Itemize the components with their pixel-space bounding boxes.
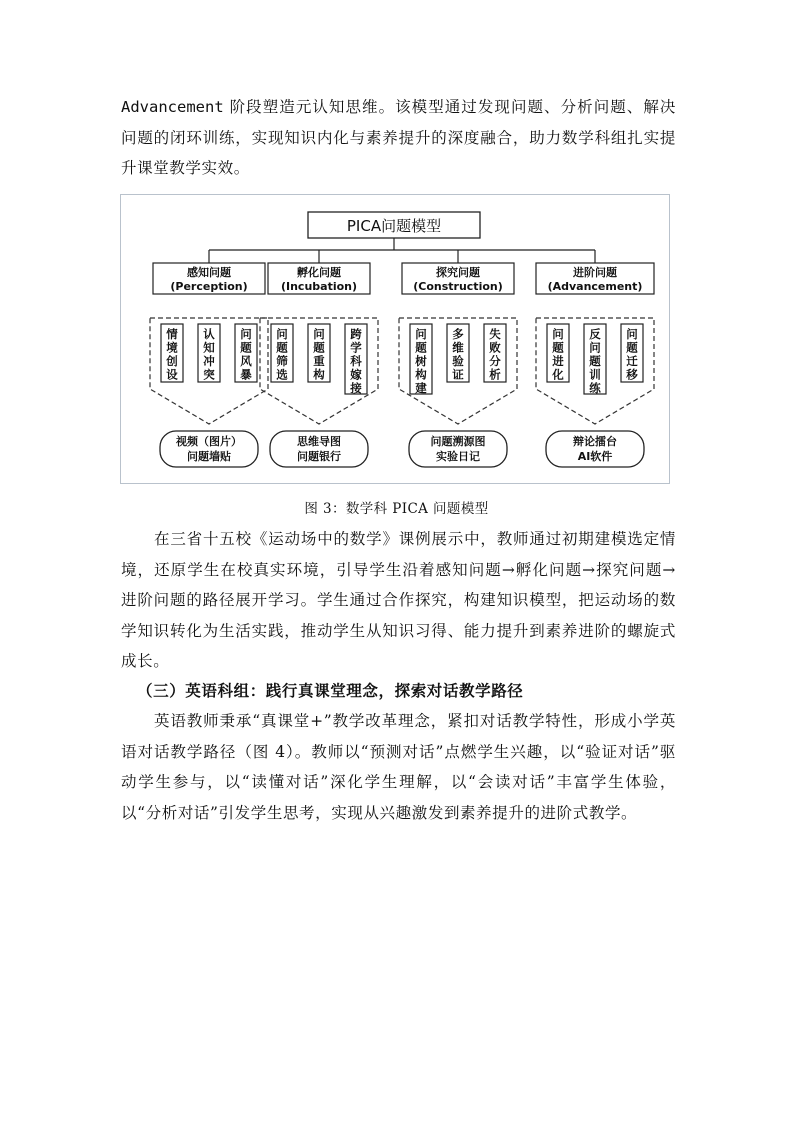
stage-item-char: 学 bbox=[350, 340, 362, 355]
stage-item-char: 知 bbox=[203, 340, 215, 355]
stage-item-char: 重 bbox=[313, 354, 325, 368]
stage-subtitle: (Advancement) bbox=[547, 280, 643, 293]
root-label: PICA问题模型 bbox=[346, 217, 442, 235]
stage-item-char: 迁 bbox=[626, 354, 638, 368]
stage-item-char: 问 bbox=[552, 327, 564, 341]
intro-paragraph bbox=[121, 92, 676, 184]
stage-item-char: 跨 bbox=[350, 327, 362, 341]
stage-subtitle: (Construction) bbox=[413, 280, 503, 293]
stage-tool-line2: 实验日记 bbox=[436, 450, 480, 463]
stage-item-char: 筛 bbox=[276, 354, 288, 368]
stage-item-char: 问 bbox=[240, 327, 252, 341]
stage-subtitle: (Perception) bbox=[170, 280, 248, 293]
stage-item-char: 验 bbox=[452, 354, 464, 368]
stage-title: 探究问题 bbox=[436, 266, 480, 279]
stage-item-char: 情 bbox=[166, 327, 178, 341]
intro-prefix: Advancement bbox=[121, 98, 224, 116]
stage-tool-line1: 思维导图 bbox=[297, 435, 341, 448]
stage-item-char: 题 bbox=[276, 340, 288, 355]
stage-item-char: 析 bbox=[489, 367, 501, 382]
stage-group bbox=[150, 250, 268, 467]
stage-item-char: 建 bbox=[415, 381, 427, 395]
stage-item-char: 失 bbox=[489, 327, 501, 341]
stage-item-char: 题 bbox=[626, 340, 638, 355]
stage-title: 进阶问题 bbox=[573, 266, 617, 279]
stage-item-char: 题 bbox=[313, 340, 325, 355]
stage-item-char: 认 bbox=[203, 327, 215, 341]
stage-title: 孵化问题 bbox=[297, 266, 341, 279]
stage-subtitle: (Incubation) bbox=[280, 280, 358, 293]
stage-item-char: 设 bbox=[166, 367, 178, 382]
stage-tool-line1: 辩论擂台 bbox=[573, 435, 617, 448]
stage-title: 感知问题 bbox=[187, 266, 231, 279]
stage-tool-line1: 视频（图片） bbox=[176, 435, 242, 448]
stage-item-char: 问 bbox=[589, 340, 601, 355]
stage-item-char: 维 bbox=[452, 340, 464, 355]
stage-item-char: 问 bbox=[415, 327, 427, 341]
stage-item-char: 突 bbox=[203, 367, 215, 382]
stage-item-char: 题 bbox=[589, 354, 601, 368]
stage-item-char: 分 bbox=[489, 354, 501, 368]
stage-item-char: 接 bbox=[350, 381, 362, 395]
stage-item-char: 进 bbox=[552, 354, 564, 368]
stage-item-char: 冲 bbox=[203, 354, 215, 368]
stage-item-char: 反 bbox=[589, 327, 601, 341]
stage-item-char: 创 bbox=[166, 354, 178, 368]
stage-item-char: 题 bbox=[552, 340, 564, 355]
stage-item-char: 题 bbox=[240, 340, 252, 355]
figure-caption: 图 3：数学科 PICA 问题模型 bbox=[304, 501, 489, 517]
stage-item-char: 风 bbox=[240, 354, 252, 368]
paragraph-3: 英语教师秉承“真课堂+”教学改革理念，紧扣对话教学特性，形成小学英语对话教学路径（图 4）。教师以“预测对话”点燃学生兴趣，以“验证对话”驱动学生参与，以“读懂对话”深化学生理解，以“会读对话”丰富学生体验，以“分析对话”引发学生思考，实现从兴趣激发到素养提升的进阶式教学。 bbox=[121, 712, 676, 822]
stage-tool-line2: AI软件 bbox=[577, 450, 613, 463]
stage-group bbox=[399, 250, 517, 467]
stage-tool-line2: 问题墙贴 bbox=[187, 450, 231, 463]
stage-item-char: 化 bbox=[552, 367, 564, 382]
stage-tool-line1: 问题溯源图 bbox=[430, 435, 486, 448]
stage-group bbox=[260, 250, 378, 467]
stage-group bbox=[536, 250, 654, 467]
section-heading-3: （三）英语科组：践行真课堂理念，探索对话教学路径 bbox=[137, 682, 524, 700]
stage-item-char: 嫁 bbox=[350, 367, 362, 382]
intro-text: 阶段塑造元认知思维。该模型通过发现问题、分析问题、解决问题的闭环训练，实现知识内化与素养提升的深度融合，助力数学科组扎实提升课堂教学实效。 bbox=[121, 98, 676, 177]
stage-item-char: 证 bbox=[452, 367, 464, 382]
stage-item-char: 题 bbox=[415, 340, 427, 355]
stage-item-char: 科 bbox=[350, 354, 362, 368]
stage-item-char: 问 bbox=[313, 327, 325, 341]
stage-item-char: 构 bbox=[313, 367, 325, 382]
stage-item-char: 树 bbox=[415, 354, 427, 368]
stage-item-char: 暴 bbox=[240, 367, 252, 382]
stage-item-char: 选 bbox=[276, 367, 288, 382]
stage-item-char: 训 bbox=[589, 367, 601, 382]
stage-item-char: 问 bbox=[276, 327, 288, 341]
pica-diagram bbox=[121, 195, 669, 483]
stage-tool-line2: 问题银行 bbox=[297, 450, 341, 463]
stage-item-char: 练 bbox=[589, 381, 601, 395]
stage-item-char: 问 bbox=[626, 327, 638, 341]
stage-item-char: 多 bbox=[452, 327, 464, 341]
stage-item-char: 移 bbox=[626, 367, 638, 382]
pica-figure bbox=[120, 194, 670, 484]
stage-item-char: 败 bbox=[489, 340, 501, 355]
paragraph-2: 在三省十五校《运动场中的数学》课例展示中，教师通过初期建模选定情境，还原学生在校真实环境，引导学生沿着感知问题→孵化问题→探究问题→进阶问题的路径展开学习。学生通过合作探究，构建知识模型，把运动场的数学知识转化为生活实践，推动学生从知识习得、能力提升到素养进阶的螺旋式成长。 bbox=[121, 530, 676, 670]
stage-item-char: 构 bbox=[415, 367, 427, 382]
stage-item-char: 境 bbox=[166, 340, 178, 355]
